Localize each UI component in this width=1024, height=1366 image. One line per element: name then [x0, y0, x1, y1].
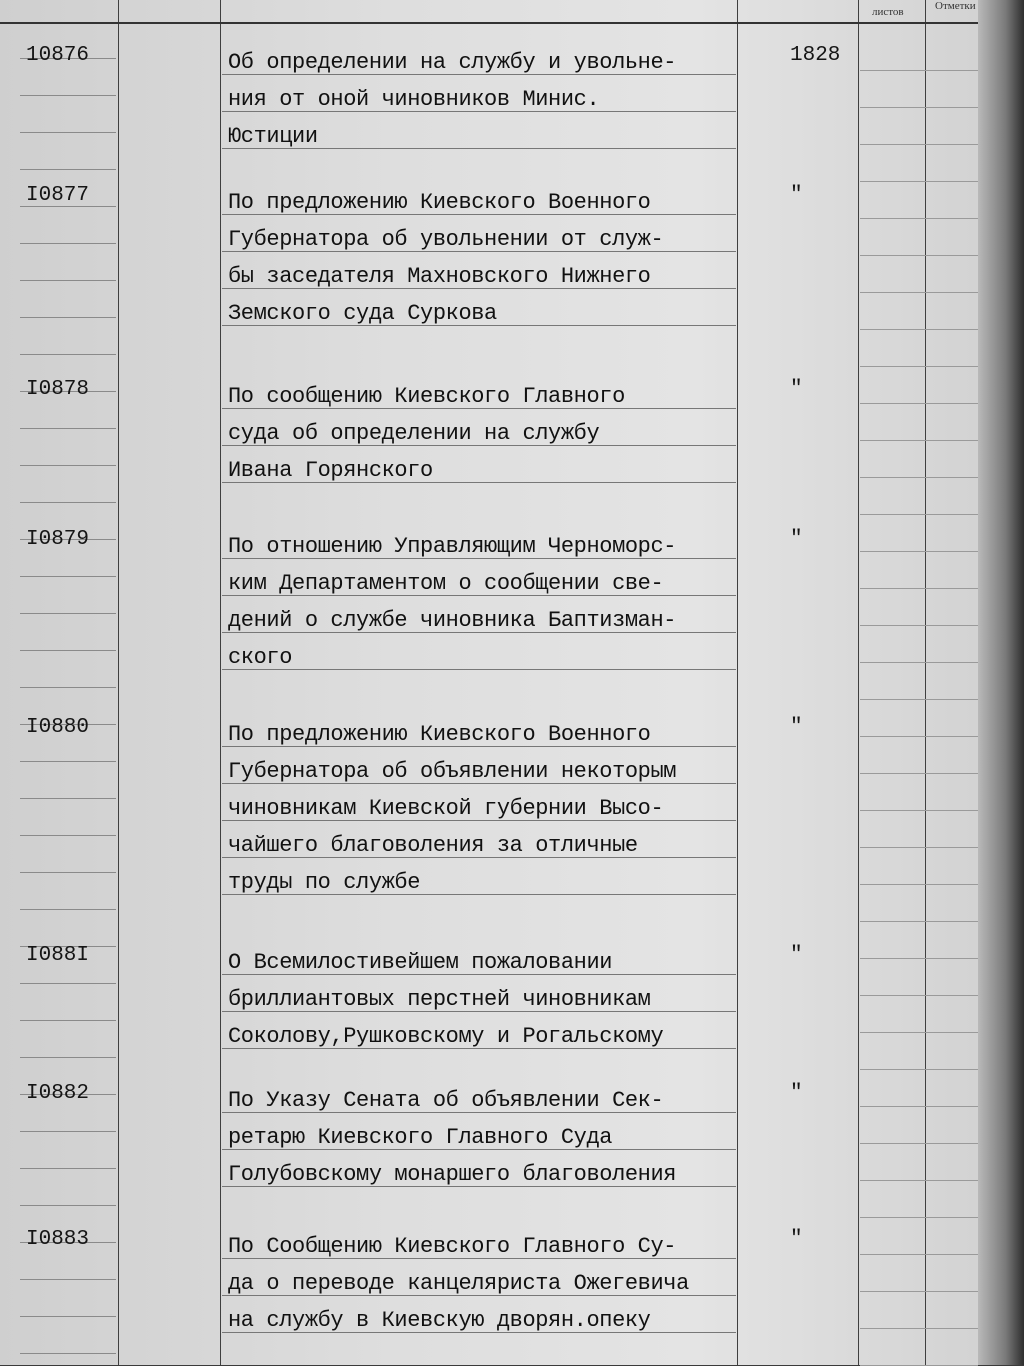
entry-line: ского: [228, 645, 293, 670]
entry-description: [228, 1082, 748, 1193]
entry-line: ким Департаментом о сообщении све-: [228, 571, 664, 596]
binding-shadow: [978, 0, 1024, 1365]
entry-line: По сообщению Киевского Главного: [228, 384, 625, 409]
entry-date: ": [790, 1228, 803, 1251]
entry-line: Голубовскому монаршего благоволения: [228, 1162, 677, 1187]
entry-date: ": [790, 378, 803, 401]
notes-column-header: Отметки: [935, 0, 976, 12]
entry-line: Губернатора об объявлении некоторым: [228, 759, 677, 784]
entry-line: По отношению Управляющим Черноморс-: [228, 534, 677, 559]
entry-line: Ивана Горянского: [228, 458, 433, 483]
entry-date: ": [790, 716, 803, 739]
entry-line: дений о службе чиновника Баптизман-: [228, 608, 677, 633]
entry-line: О Всемилостивейшем пожаловании: [228, 950, 613, 975]
entry-line: Губернатора об увольнении от служ-: [228, 227, 664, 252]
entry-description: [228, 44, 748, 155]
entry-number: I0877: [26, 184, 90, 207]
entry-number: I088I: [26, 944, 90, 967]
entry-number: 10876: [26, 44, 90, 67]
entry-date: ": [790, 528, 803, 551]
entry-date: ": [790, 1082, 803, 1105]
entry-line: По предложению Киевского Военного: [228, 190, 651, 215]
entry-description: [228, 944, 748, 1055]
entry-line: По Сообщению Киевского Главного Су-: [228, 1234, 677, 1259]
entry-line: По предложению Киевского Военного: [228, 722, 651, 747]
entry-line: чиновникам Киевской губернии Высо-: [228, 796, 664, 821]
entry-description: [228, 1228, 748, 1339]
entry-description: [228, 528, 748, 676]
entry-description: [228, 184, 748, 332]
entry-line: ния от оной чиновников Минис.: [228, 87, 600, 112]
entry-number: I0883: [26, 1228, 90, 1251]
entry-line: бриллиантовых перстней чиновникам: [228, 987, 651, 1012]
entry-number: I0878: [26, 378, 90, 401]
entry-date: 1828: [790, 44, 841, 67]
entry-line: бы заседателя Махновского Нижнего: [228, 264, 651, 289]
entry-date: ": [790, 944, 803, 967]
entry-line: чайшего благоволения за отличные: [228, 833, 638, 858]
sheets-column-header: листов: [872, 6, 904, 18]
entry-date: ": [790, 184, 803, 207]
entry-description: [228, 378, 748, 489]
entry-number: I0879: [26, 528, 90, 551]
entry-number: I0882: [26, 1082, 90, 1105]
entry-description: [228, 716, 748, 901]
entry-number: I0880: [26, 716, 90, 739]
entry-line: По Указу Сената об объявлении Сек-: [228, 1088, 664, 1113]
entry-line: ретарю Киевского Главного Суда: [228, 1125, 613, 1150]
entry-line: Земского суда Суркова: [228, 301, 497, 326]
entry-line: суда об определении на службу: [228, 421, 600, 446]
entry-line: да о переводе канцеляриста Ожегевича: [228, 1271, 689, 1296]
entry-line: Юстиции: [228, 124, 318, 149]
entry-line: Об определении на службу и увольне-: [228, 50, 677, 75]
entry-line: труды по службе: [228, 870, 421, 895]
entry-line: на службу в Киевскую дворян.опеку: [228, 1308, 651, 1333]
entry-line: Соколову,Рушковскому и Рогальскому: [228, 1024, 664, 1049]
